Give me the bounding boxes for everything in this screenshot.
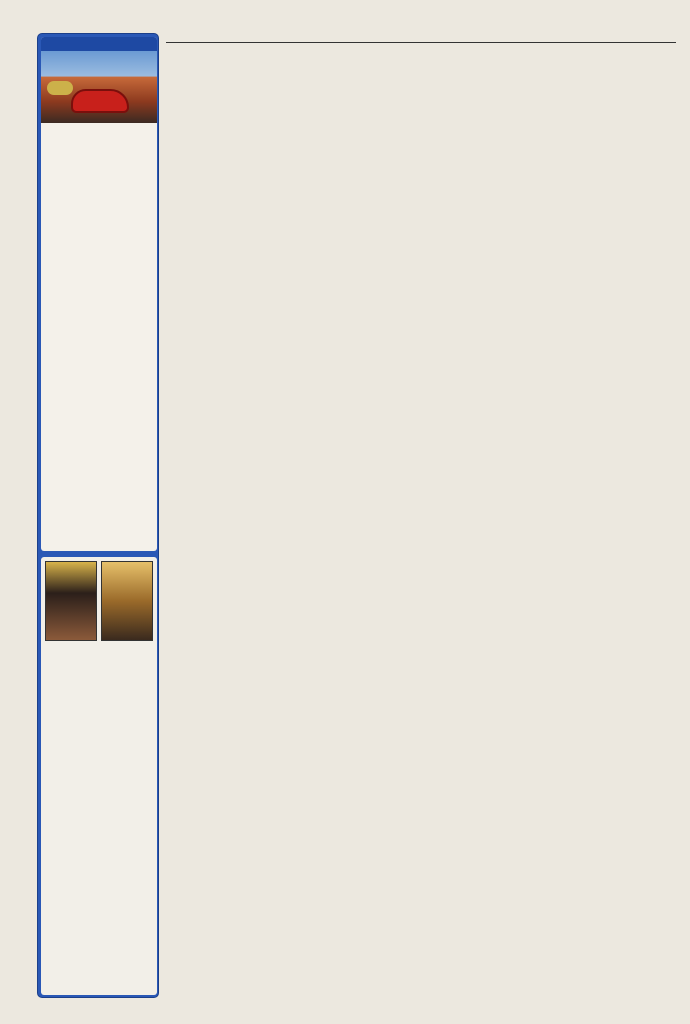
movie-poster	[101, 561, 153, 641]
sidebar-title	[41, 37, 157, 51]
just-my-luck-poster	[45, 561, 97, 641]
car-illustration	[47, 81, 73, 95]
poster-row	[45, 561, 153, 641]
sidebar-bottom-panel	[41, 557, 157, 995]
sidebar-top-panel	[41, 37, 157, 551]
header-rule	[166, 42, 676, 43]
cinema-listings-sidebar	[37, 33, 159, 998]
cars-movie-poster	[41, 51, 157, 123]
car-illustration	[71, 89, 129, 113]
